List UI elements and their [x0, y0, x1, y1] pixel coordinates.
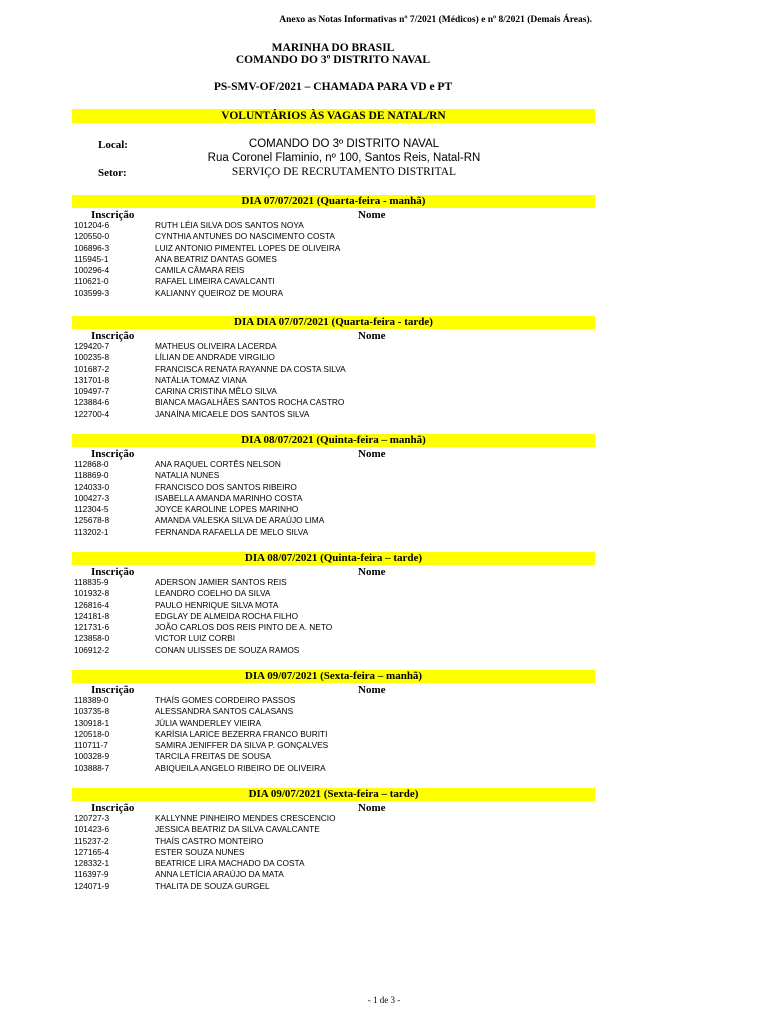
registration-number: 124033-0	[74, 481, 110, 492]
registration-number: 125678-8	[74, 515, 110, 526]
candidate-row	[0, 243, 768, 254]
registration-number: 124181-8	[74, 610, 110, 621]
column-header-nome: Nome	[358, 566, 386, 578]
candidate-name: JOÃO CARLOS DOS REIS PINTO DE A. NETO	[155, 622, 333, 633]
registration-number: 112868-0	[74, 459, 109, 469]
registration-number: 118869-0	[74, 470, 109, 481]
candidate-name: FRANCISCO DOS SANTOS RIBEIRO	[155, 481, 297, 492]
registration-number: 112304-5	[74, 504, 109, 515]
registration-number: 118835-9	[74, 577, 109, 587]
candidate-name: ISABELLA AMANDA MARINHO COSTA	[155, 492, 303, 503]
candidate-row	[0, 729, 768, 740]
candidate-name: BEATRICE LIRA MACHADO DA COSTA	[155, 858, 305, 869]
registration-number: 109497-7	[74, 386, 110, 397]
registration-number: 120550-0	[74, 231, 110, 242]
registration-number: 113202-1	[74, 526, 109, 537]
candidate-row	[0, 600, 768, 611]
candidate-row	[0, 364, 768, 375]
setor-label: Setor:	[98, 167, 127, 179]
column-header-nome: Nome	[358, 330, 386, 342]
candidate-row	[0, 409, 768, 420]
candidate-row	[0, 254, 768, 265]
registration-number: 101423-6	[74, 824, 110, 835]
registration-number: 115237-2	[74, 835, 109, 846]
local-line2: Rua Coronel Flaminio, nº 100, Santos Reis, Natal-RN	[207, 152, 481, 164]
column-header-nome: Nome	[358, 448, 386, 460]
registration-number: 101932-8	[74, 588, 110, 599]
organization-name: MARINHA DO BRASIL	[271, 42, 395, 54]
candidate-row	[0, 231, 768, 242]
candidate-name: ALESSANDRA SANTOS CALASANS	[155, 706, 294, 717]
registration-number: 129420-7	[74, 341, 110, 351]
column-header-inscricao: Inscrição	[91, 330, 135, 342]
candidate-row	[0, 718, 768, 729]
candidate-row	[0, 740, 768, 751]
registration-number: 127165-4	[74, 846, 110, 857]
candidate-list	[0, 577, 768, 656]
registration-number: 103599-3	[74, 287, 110, 298]
volunteers-banner: VOLUNTÁRIOS ÀS VAGAS DE NATAL/RN	[72, 109, 595, 123]
candidate-name: RAFAEL LIMEIRA CAVALCANTI	[155, 276, 275, 287]
registration-number: 123884-6	[74, 397, 110, 408]
column-header-inscricao: Inscrição	[91, 448, 135, 460]
candidate-name: ADERSON JAMIER SANTOS REIS	[155, 577, 287, 587]
candidate-name: KALLYNNE PINHEIRO MENDES CRESCENCIO	[155, 813, 336, 823]
candidate-row	[0, 375, 768, 386]
candidate-name: LÍLIAN DE ANDRADE VIRGILIO	[155, 352, 275, 363]
page-number: - 1 de 3 -	[367, 995, 401, 1005]
candidate-name: NATÁLIA TOMAZ VIANA	[155, 374, 247, 385]
candidate-name: LUIZ ANTONIO PIMENTEL LOPES DE OLIVEIRA	[155, 242, 341, 253]
candidate-row	[0, 341, 768, 352]
registration-number: 100235-8	[74, 352, 110, 363]
candidate-name: THAÍS CASTRO MONTEIRO	[155, 835, 264, 846]
candidate-row	[0, 763, 768, 774]
registration-number: 103735-8	[74, 706, 110, 717]
candidate-name: TARCILA FREITAS DE SOUSA	[155, 751, 271, 762]
candidate-row	[0, 288, 768, 299]
candidate-name: FERNANDA RAFAELLA DE MELO SILVA	[155, 526, 309, 537]
registration-number: 121731-6	[74, 622, 110, 633]
candidate-row	[0, 869, 768, 880]
candidate-list	[0, 459, 768, 538]
candidate-name: CAMILA CÂMARA REIS	[155, 265, 245, 276]
day-title: DIA 08/07/2021 (Quinta-feira – manhã)	[72, 434, 595, 447]
candidate-name: ESTER SOUZA NUNES	[155, 846, 245, 857]
candidate-name: SAMIRA JENIFFER DA SILVA P. GONÇALVES	[155, 740, 329, 751]
candidate-row	[0, 386, 768, 397]
candidate-name: ABIQUEILA ANGELO RIBEIRO DE OLIVEIRA	[155, 762, 326, 773]
column-header-nome: Nome	[358, 684, 386, 696]
candidate-list	[0, 220, 768, 299]
candidate-name: JANAÍNA MICAELE DOS SANTOS SILVA	[155, 408, 310, 419]
candidate-name: JÚLIA WANDERLEY VIEIRA	[155, 717, 262, 728]
column-header-inscricao: Inscrição	[91, 566, 135, 578]
local-line1: COMANDO DO 3º DISTRITO NAVAL	[248, 138, 440, 150]
day-title: DIA DIA 07/07/2021 (Quarta-feira - tarde)	[72, 316, 595, 329]
candidate-row	[0, 459, 768, 470]
candidate-row	[0, 527, 768, 538]
candidate-name: THALITA DE SOUZA GURGEL	[155, 880, 270, 891]
candidate-name: ANA BEATRIZ DANTAS GOMES	[155, 253, 277, 264]
candidate-name: VICTOR LUIZ CORBI	[155, 633, 236, 644]
candidate-row	[0, 695, 768, 706]
candidate-row	[0, 276, 768, 287]
day-title: DIA 08/07/2021 (Quinta-feira – tarde)	[72, 552, 595, 565]
candidate-row	[0, 588, 768, 599]
registration-number: 120518-0	[74, 728, 110, 739]
day-title: DIA 09/07/2021 (Sexta-feira – tarde)	[72, 788, 595, 801]
registration-number: 131701-8	[74, 374, 110, 385]
candidate-name: PAULO HENRIQUE SILVA MOTA	[155, 599, 279, 610]
candidate-name: KALIANNY QUEIROZ DE MOURA	[155, 287, 284, 298]
candidate-row	[0, 706, 768, 717]
candidate-name: THAÍS GOMES CORDEIRO PASSOS	[155, 695, 296, 705]
candidate-name: LEANDRO COELHO DA SILVA	[155, 588, 271, 599]
registration-number: 123858-0	[74, 633, 110, 644]
column-header-inscricao: Inscrição	[91, 209, 135, 221]
candidate-list	[0, 813, 768, 892]
candidate-row	[0, 611, 768, 622]
candidate-name: ANA RAQUEL CORTÊS NELSON	[155, 459, 281, 469]
candidate-row	[0, 633, 768, 644]
candidate-name: EDGLAY DE ALMEIDA ROCHA FILHO	[155, 610, 299, 621]
local-label: Local:	[98, 139, 128, 151]
candidate-name: ANNA LETÍCIA ARAÚJO DA MATA	[155, 869, 284, 880]
candidate-name: JESSICA BEATRIZ DA SILVA CAVALCANTE	[155, 824, 320, 835]
candidate-name: BIANCA MAGALHÃES SANTOS ROCHA CASTRO	[155, 397, 345, 408]
candidate-name: CARINA CRISTINA MÊLO SILVA	[155, 386, 277, 397]
registration-number: 115945-1	[74, 253, 109, 264]
registration-number: 106896-3	[74, 242, 110, 253]
candidate-row	[0, 824, 768, 835]
registration-number: 101204-6	[74, 220, 110, 230]
registration-number: 103888-7	[74, 762, 110, 773]
registration-number: 101687-2	[74, 363, 110, 374]
registration-number: 100328-9	[74, 751, 110, 762]
candidate-row	[0, 858, 768, 869]
registration-number: 126816-4	[74, 599, 110, 610]
registration-number: 100296-4	[74, 265, 110, 276]
registration-number: 106912-2	[74, 644, 110, 655]
candidate-name: CYNTHIA ANTUNES DO NASCIMENTO COSTA	[155, 231, 335, 242]
candidate-row	[0, 813, 768, 824]
registration-number: 122700-4	[74, 408, 110, 419]
column-header-nome: Nome	[358, 802, 386, 814]
registration-number: 128332-1	[74, 858, 110, 869]
column-header-nome: Nome	[358, 209, 386, 221]
candidate-row	[0, 397, 768, 408]
candidate-row	[0, 352, 768, 363]
candidate-row	[0, 504, 768, 515]
candidate-row	[0, 220, 768, 231]
candidate-row	[0, 622, 768, 633]
candidate-row	[0, 265, 768, 276]
candidate-row	[0, 515, 768, 526]
registration-number: 110711-7	[74, 740, 108, 751]
candidate-row	[0, 881, 768, 892]
candidate-list	[0, 341, 768, 420]
registration-number: 130918-1	[74, 717, 110, 728]
candidate-name: JOYCE KAROLINE LOPES MARINHO	[155, 504, 299, 515]
candidate-name: AMANDA VALESKA SILVA DE ARAÚJO LIMA	[155, 515, 325, 526]
candidate-name: MATHEUS OLIVEIRA LACERDA	[155, 341, 277, 351]
candidate-row	[0, 577, 768, 588]
candidate-name: CONAN ULISSES DE SOUZA RAMOS	[155, 644, 300, 655]
candidate-row	[0, 482, 768, 493]
candidate-row	[0, 470, 768, 481]
candidate-row	[0, 751, 768, 762]
day-title: DIA 09/07/2021 (Sexta-feira – manhã)	[72, 670, 595, 683]
candidate-name: NATALIA NUNES	[155, 470, 220, 481]
candidate-list	[0, 695, 768, 774]
day-title: DIA 07/07/2021 (Quarta-feira - manhã)	[72, 195, 595, 208]
registration-number: 120727-3	[74, 813, 110, 823]
process-title: PS-SMV-OF/2021 – CHAMADA PARA VD e PT	[213, 81, 453, 93]
candidate-row	[0, 847, 768, 858]
candidate-row	[0, 493, 768, 504]
setor-value: SERVIÇO DE RECRUTAMENTO DISTRITAL	[231, 166, 457, 178]
annex-note: Anexo as Notas Informativas nº 7/2021 (Médicos) e nº 8/2021 (Demais Áreas).	[279, 15, 592, 25]
registration-number: 110621-0	[74, 276, 109, 287]
candidate-row	[0, 645, 768, 656]
candidate-name: FRANCISCA RENATA RAYANNE DA COSTA SILVA	[155, 363, 346, 374]
candidate-name: RUTH LÉIA SILVA DOS SANTOS NOYA	[155, 220, 304, 230]
candidate-name: KARÍSIA LARICE BEZERRA FRANCO BURITI	[155, 728, 328, 739]
column-header-inscricao: Inscrição	[91, 684, 135, 696]
registration-number: 100427-3	[74, 492, 110, 503]
candidate-row	[0, 836, 768, 847]
registration-number: 116397-9	[74, 869, 109, 880]
registration-number: 124071-9	[74, 880, 110, 891]
column-header-inscricao: Inscrição	[91, 802, 135, 814]
command-name: COMANDO DO 3º DISTRITO NAVAL	[235, 54, 431, 66]
registration-number: 118389-0	[74, 695, 109, 705]
